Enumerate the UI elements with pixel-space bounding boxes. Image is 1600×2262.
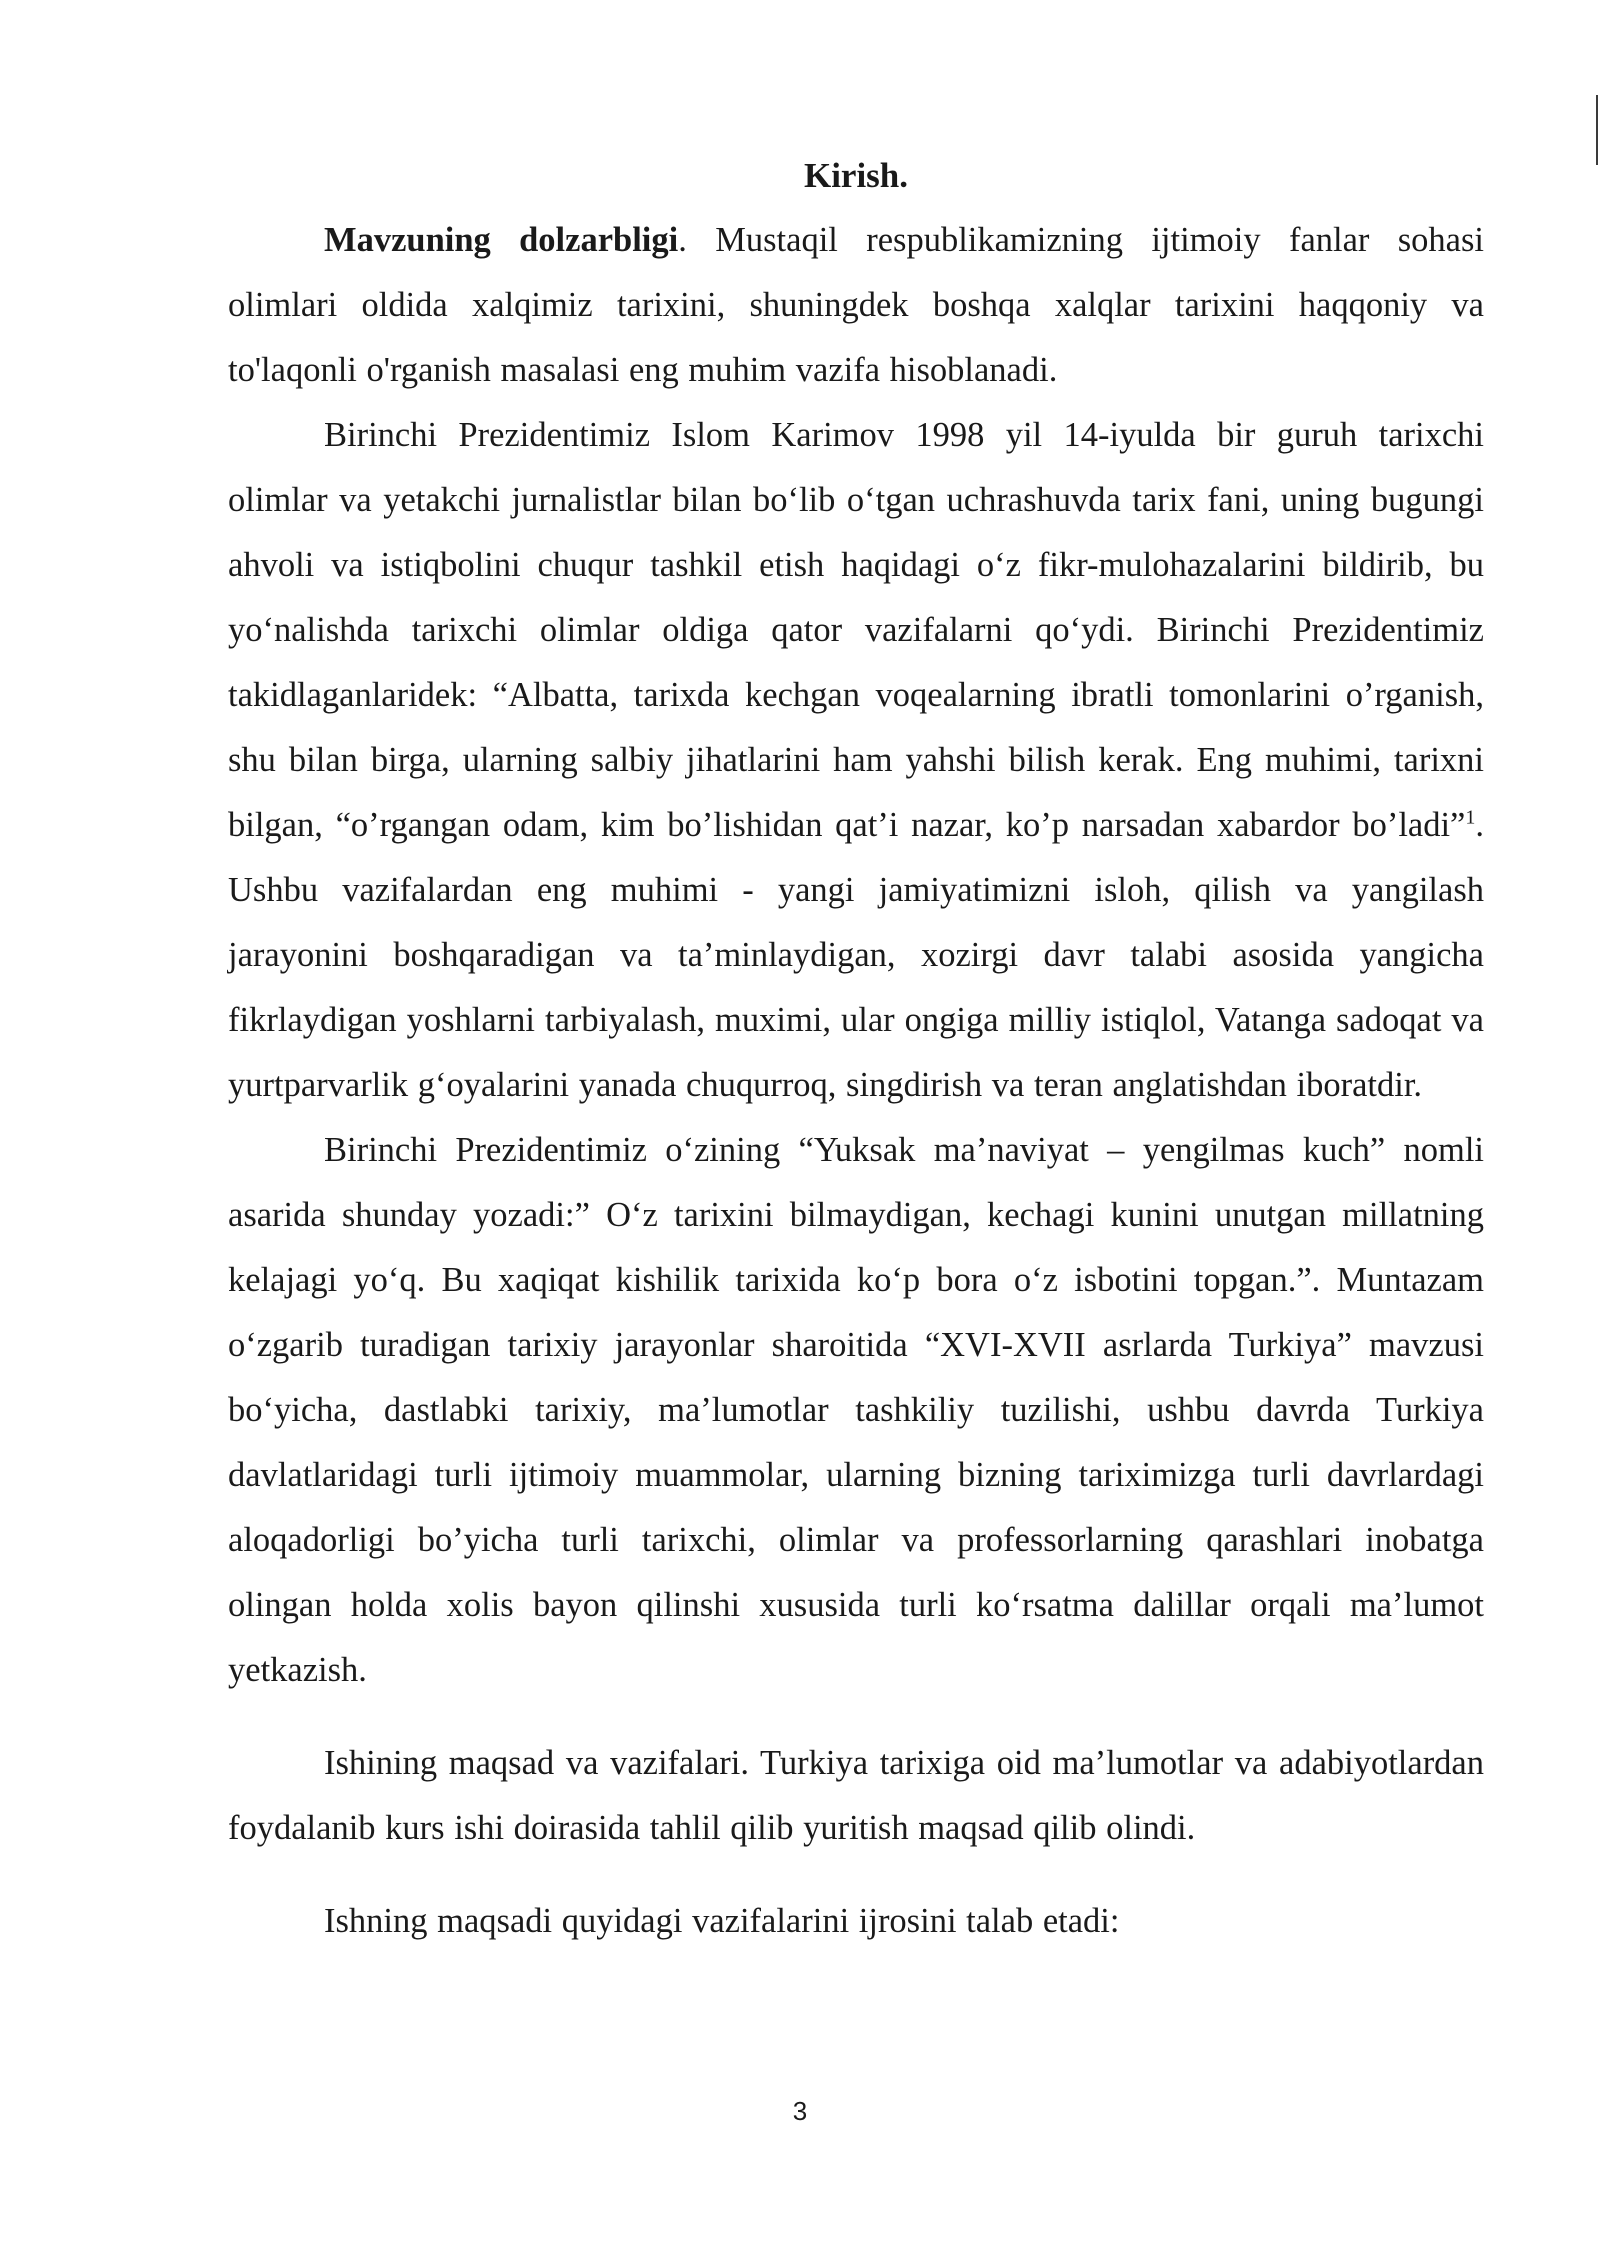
paragraph-text: Ishning maqsadi quyidagi vazifalarini ijrosini talab etadi: xyxy=(324,1902,1120,1940)
paragraph-text: . Mustaqil respublikamizning ijtimoiy fanlar sohasi olimlari oldida xalqimiz tarixini, shuningdek boshqa xalqlar tarixini haqqoniy va to'laqonli o'rganish masalasi eng muhim vazifa hisoblanadi. xyxy=(228,221,1484,389)
paragraph-lead-heading: Mavzuning dolzarbligi xyxy=(324,221,679,259)
page-number: 3 xyxy=(792,2096,808,2126)
document-title: Kirish. xyxy=(803,156,909,195)
paragraph-goals xyxy=(228,1731,1484,1861)
paragraph-text: Birinchi Prezidentimiz Islom Karimov 1998 yil 14-iyulda bir guruh tarixchi olimlar va yetakchi jurnalistlar bilan bo‘lib o‘tgan uchrashuvda tarix fani, uning bugungi ahvoli va istiqbolini chuqur tashkil etish haqidagi o‘z fikr-mulohazalarini bildirib, bu yo‘nalishda tarixchi olimlar oldiga qator vazifalarni qo‘ydi. Birinchi Prezidentimiz takidlaganlaridek: “Albatta, tarixda kechgan voqealarning ibratli tomonlarini o’rganish, shu bilan birga, ularning salbiy jihatlarini ham yahshi bilish kerak. Eng muhimi, tarixni bilgan, “o’rgangan odam, kim bo’lishidan qat’i nazar, ko’p narsadan xabardor bo’ladi” xyxy=(228,416,1484,844)
page-edge-mark xyxy=(1596,95,1598,165)
paragraph-spirituality xyxy=(228,1118,1484,1703)
document-page xyxy=(228,148,1484,1954)
paragraph-president-quote xyxy=(228,403,1484,1118)
footnote-marker[interactable]: 1 xyxy=(1465,806,1476,829)
paragraph-tasks-intro xyxy=(228,1889,1484,1954)
paragraph-relevance xyxy=(228,208,1484,403)
paragraph-text-continued: . Ushbu vazifalardan eng muhimi - yangi jamiyatimizni isloh, qilish va yangilash jarayonini boshqaradigan va ta’minlaydigan, xozirgi davr talabi asosida yangicha fikrlaydigan yoshlarni tarbiyalash, muximi, ular ongiga milliy istiqlol, Vatanga sadoqat va yurtparvarlik g‘oyalarini yanada chuqurroq, singdirish va teran anglatishdan iboratdir. xyxy=(228,806,1484,1104)
paragraph-text: Birinchi Prezidentimiz o‘zining “Yuksak ma’naviyat – yengilmas kuch” nomli asarida shunday yozadi:” O‘z tarixini bilmaydigan, kechagi kunini unutgan millatning kelajagi yo‘q. Bu xaqiqat kishilik tarixida ko‘p bora o‘z isbotini topgan.”. Muntazam o‘zgarib turadigan tarixiy jarayonlar sharoitida “XVI-XVII asrlarda Turkiya” mavzusi bo‘yicha, dastlabki tarixiy, ma’lumotlar tashkiliy tuzilishi, ushbu davrda Turkiya davlatlaridagi turli ijtimoiy muammolar, ularning bizning tariximizga turli davrlardagi aloqadorligi bo’yicha turli tarixchi, olimlar va professorlarning qarashlari inobatga olingan holda xolis bayon qilinshi xususida turli ko‘rsatma dalillar orqali ma’lumot yetkazish. xyxy=(228,1131,1484,1689)
paragraph-text: Ishining maqsad va vazifalari. Turkiya tarixiga oid ma’lumotlar va adabiyotlardan foydalanib kurs ishi doirasida tahlil qilib yuritish maqsad qilib olindi. xyxy=(228,1744,1484,1847)
